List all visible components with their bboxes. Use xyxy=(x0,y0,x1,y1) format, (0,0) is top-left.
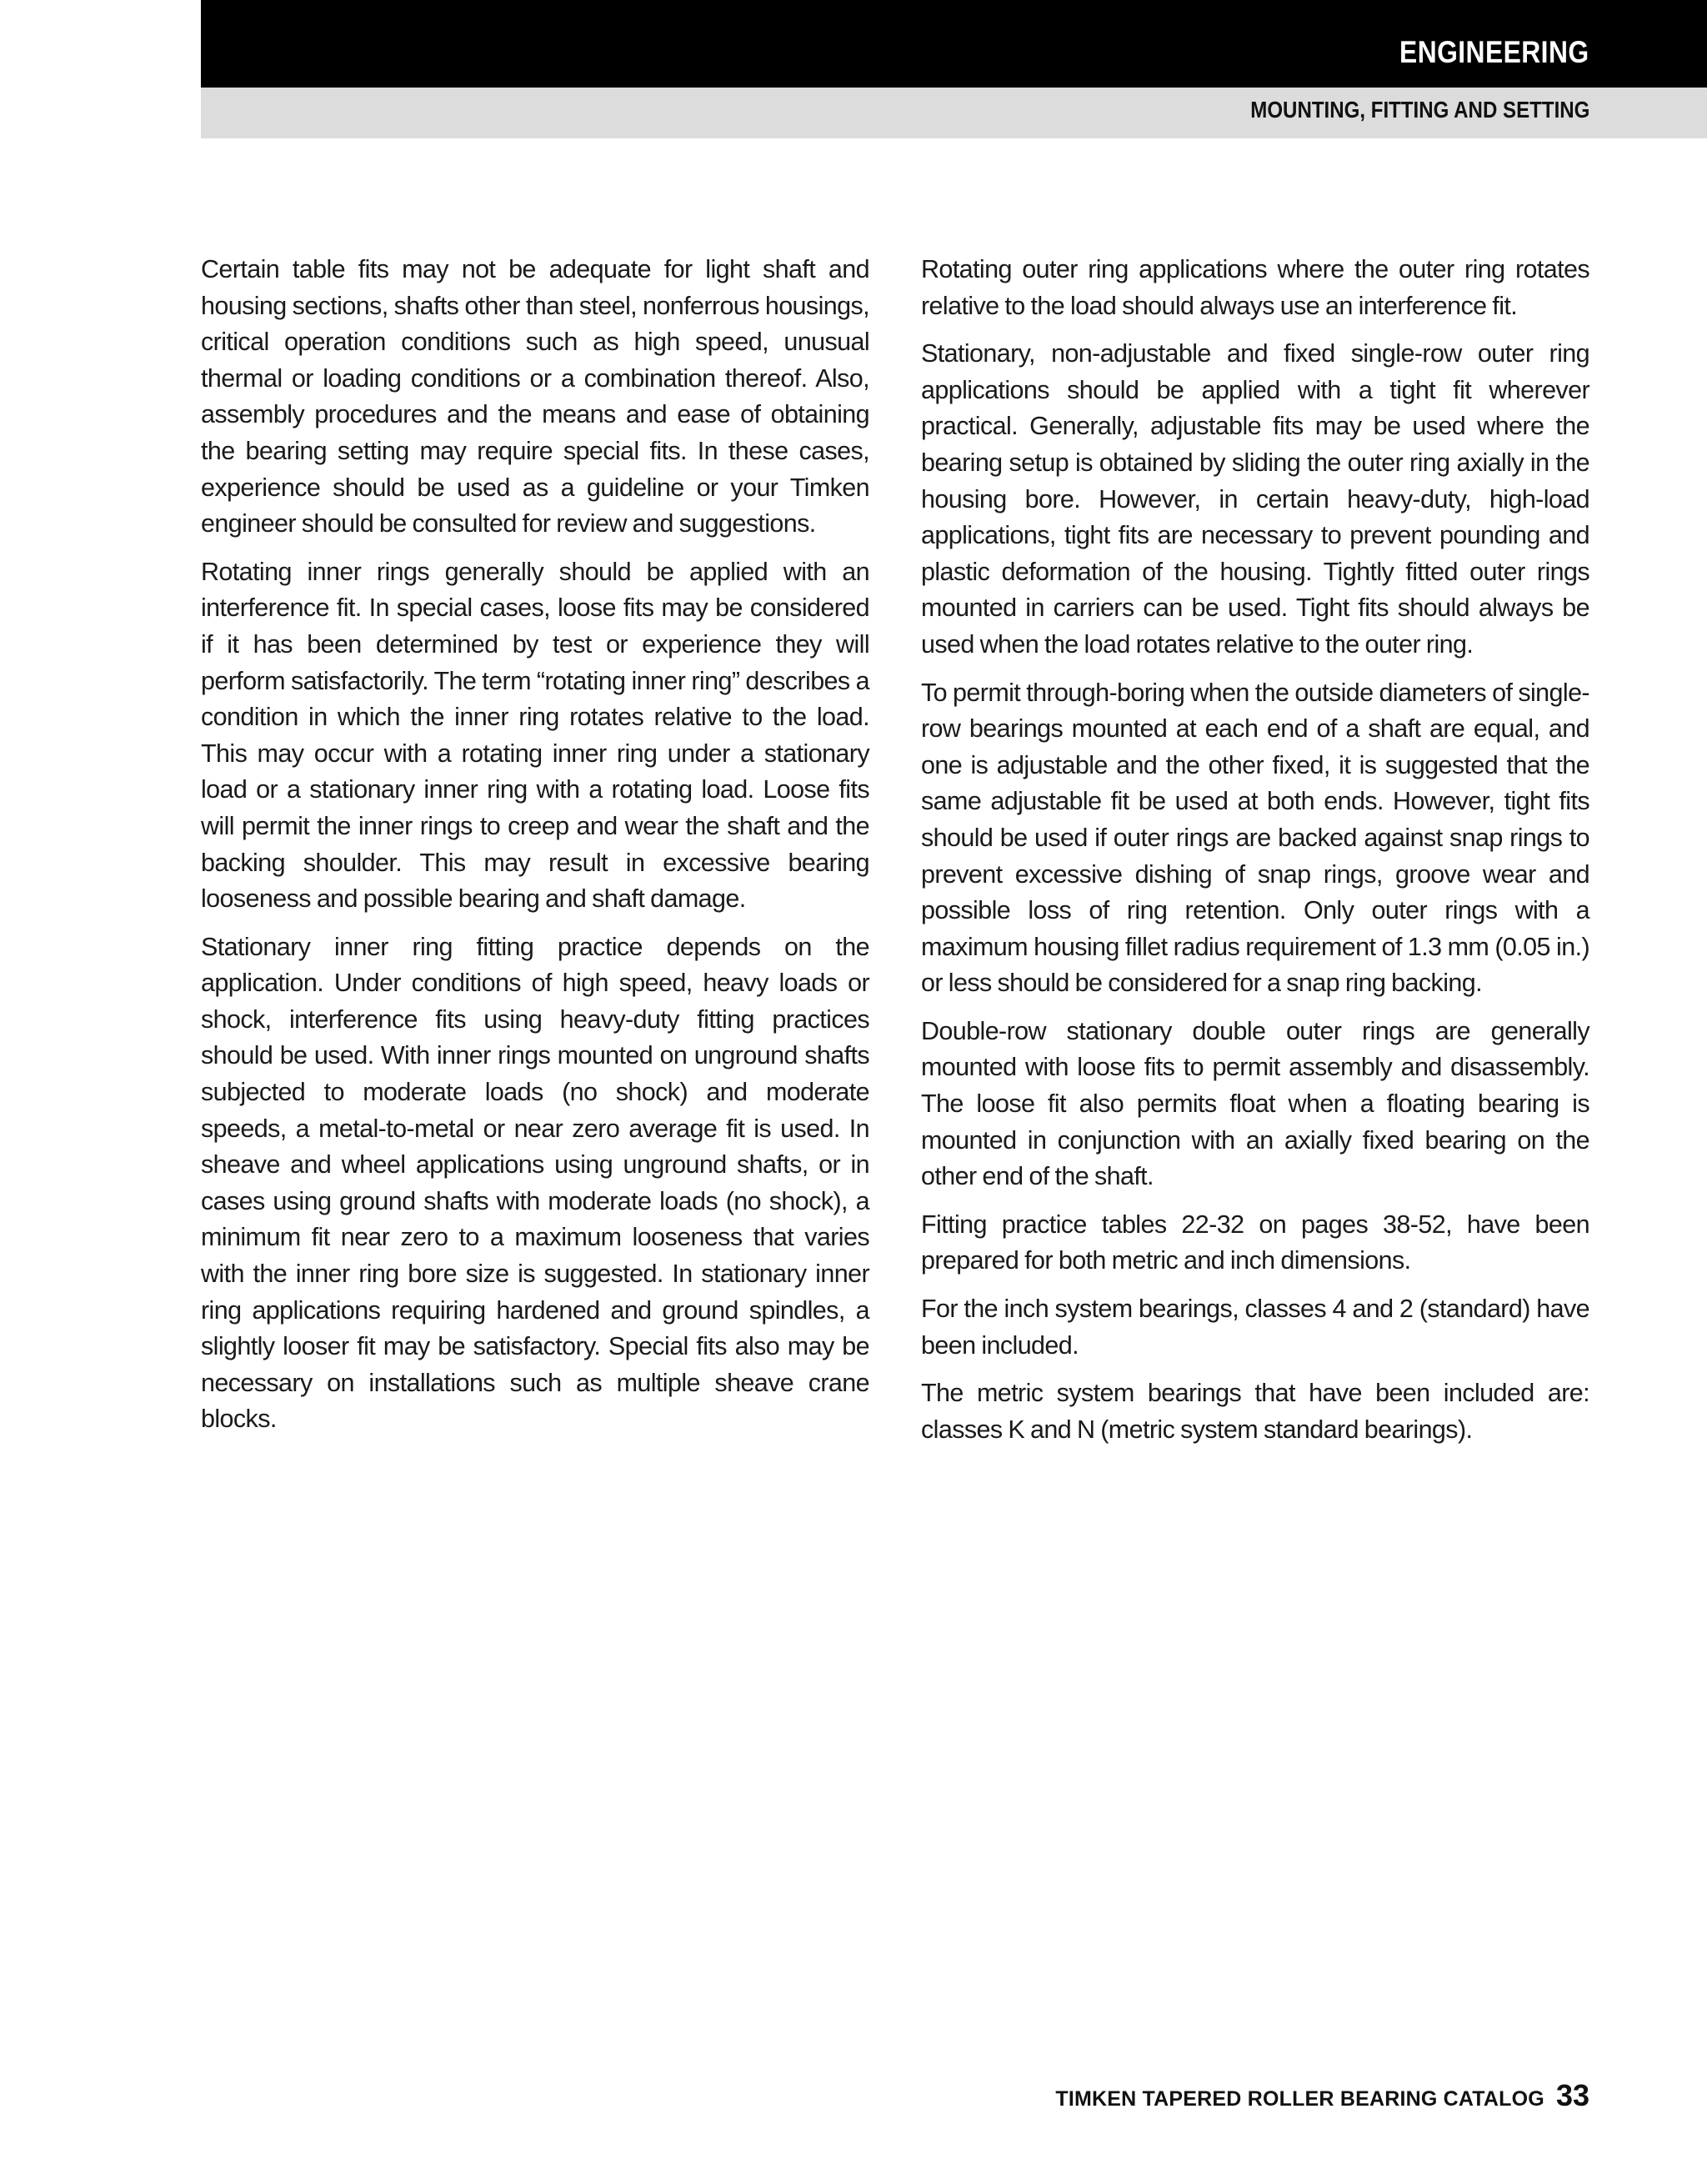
section-title: ENGINEERING xyxy=(1399,35,1589,69)
subsection-title: MOUNTING, FITTING AND SETTING xyxy=(1249,97,1589,123)
left-column xyxy=(201,252,869,1450)
paragraph: Fitting practice tables 22-32 on pages 38-52, have been prepared for both metric and inch dimensions. xyxy=(921,1210,1589,1275)
paragraph: To permit through-boring when the outside diameters of single-row bearings mounted at each end of a shaft are equal, and one is adjustable and the other fixed, it is suggested that the same adjustable fit be used at both ends. However, tight fits should be used if outer rings are backed against snap rings to prevent excessive dishing of snap rings, groove wear and possible loss of ring retention. Only outer rings with a maximum housing fillet radius requirement of 1.3 mm (0.05 in.) or less should be considered for a snap ring backing. xyxy=(921,678,1589,998)
paragraph: Stationary inner ring fitting practice depends on the application. Under conditions of high speed, heavy loads or shock, interference fits using heavy-duty fitting practices should be used. With inner rings mounted on unground shafts subjected to moderate loads (no shock) and moderate speeds, a metal-to-metal or near zero average fit is used. In sheave and wheel applications using unground shafts, or in cases using ground shafts with moderate loads (no shock), a minimum fit near zero to a maximum looseness that varies with the inner ring bore size is suggested. In stationary inner ring applications requiring hardened and ground spindles, a slightly looser fit may be satisfactory. Special fits also may be necessary on installations such as multiple sheave crane blocks. xyxy=(201,932,869,1434)
paragraph: For the inch system bearings, classes 4 and 2 (standard) have been included. xyxy=(921,1295,1589,1360)
paragraph: Rotating outer ring applications where the outer ring rotates relative to the load should always use an interference fit. xyxy=(921,255,1589,320)
paragraph: Certain table fits may not be adequate for light shaft and housing sections, shafts other than steel, nonferrous housings, critical operation conditions such as high speed, unusual thermal or loading conditions or a combination thereof. Also, assembly procedures and the means and ease of obtaining the bearing setting may require special fits. In these cases, experience should be used as a guideline or your Timken engineer should be consulted for review and suggestions. xyxy=(201,255,869,538)
paragraph: The metric system bearings that have been included are: classes K and N (metric system standard bearings). xyxy=(921,1379,1589,1444)
catalog-title: TIMKEN TAPERED ROLLER BEARING CATALOG xyxy=(1055,2087,1544,2111)
paragraph: Double-row stationary double outer rings are generally mounted with loose fits to permit assembly and disassembly. The loose fit also permits float when a floating bearing is mounted in conjunction with an axially fixed bearing on the other end of the shaft. xyxy=(921,1016,1589,1191)
paragraph: Rotating inner rings generally should be applied with an interference fit. In special cases, loose fits may be considered if it has been determined by test or experience they will perform satisfactorily. The term “rotating inner ring” describes a condition in which the inner ring rotates relative to the load. This may occur with a rotating inner ring under a stationary load or a stationary inner ring with a rotating load. Loose fits will permit the inner rings to creep and wear the shaft and the backing shoulder. This may result in excessive bearing looseness and possible bearing and shaft damage. xyxy=(201,557,869,914)
page-number: 33 xyxy=(1555,2078,1589,2112)
right-column xyxy=(921,252,1589,1460)
page-footer xyxy=(1055,2078,1589,2113)
paragraph: Stationary, non-adjustable and fixed single-row outer ring applications should be applied with a tight fit wherever practical. Generally, adjustable fits may be used where the bearing setup is obtained by sliding the outer ring axially in the housing bore. However, in certain heavy-duty, high-load applications, tight fits are necessary to prevent pounding and plastic deformation of the housing. Tightly fitted outer rings mounted in carriers can be used. Tight fits should always be used when the load rotates relative to the outer ring. xyxy=(921,339,1589,659)
